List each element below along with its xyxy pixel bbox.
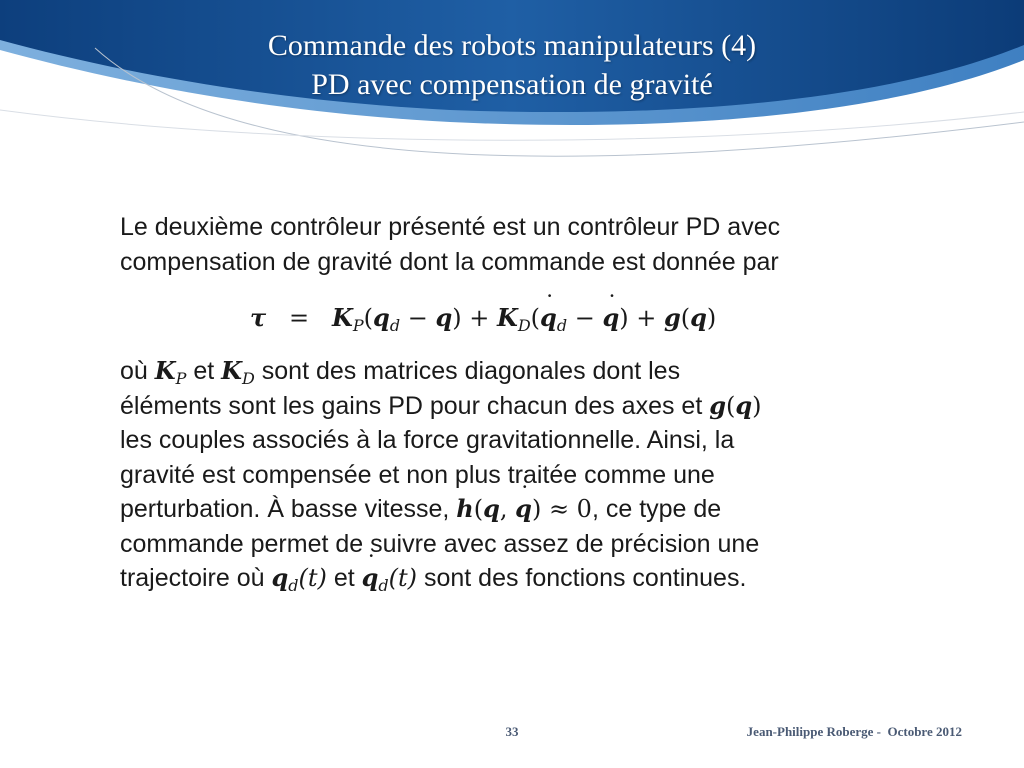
slide-title-line-2: PD avec compensation de gravité [311, 68, 713, 101]
explanation-line-6: commande permet de suivre avec assez de précision une [120, 529, 760, 558]
explanation-line-2: éléments sont les gains PD pour chacun des axes et g(q) [120, 390, 762, 420]
explanation-line-3: les couples associés à la force gravitationnelle. Ainsi, la [120, 426, 735, 454]
explanation-line-7: trajectoire où $q_d(t)$ et ˙ $q_d(t)$ sont des fonctions continues. [120, 561, 920, 596]
intro-line-1: Le deuxième contrôleur présenté est un contrôleur PD avec [120, 213, 781, 241]
control-law-equation: $\tau = K_P(q_d - q)$ + $K_D(˙$ $q_d$ − ˙ q) + g(q) [250, 298, 716, 338]
explanation-line-4: gravité est compensée et non plus traitée comme une [120, 460, 715, 489]
page-number: 33 [505, 724, 519, 739]
intro-paragraph [120, 210, 920, 279]
slide-title-line-1: Commande des robots manipulateurs (4) [267, 29, 757, 62]
footer-author: Jean-Philippe Roberge - Octobre 2012 [746, 724, 962, 739]
explanation-paragraph [120, 354, 920, 596]
slide-title [0, 26, 1024, 104]
explanation-line-5: perturbation. À basse vitesse, h(q, ˙ q) ≈ 0, ce type de [120, 492, 920, 527]
intro-line-2: compensation de gravité dont la commande est donnée par [120, 247, 779, 276]
explanation-line-1: où $K_P$ et $K_D$ sont des matrices diagonales dont les [120, 356, 681, 388]
